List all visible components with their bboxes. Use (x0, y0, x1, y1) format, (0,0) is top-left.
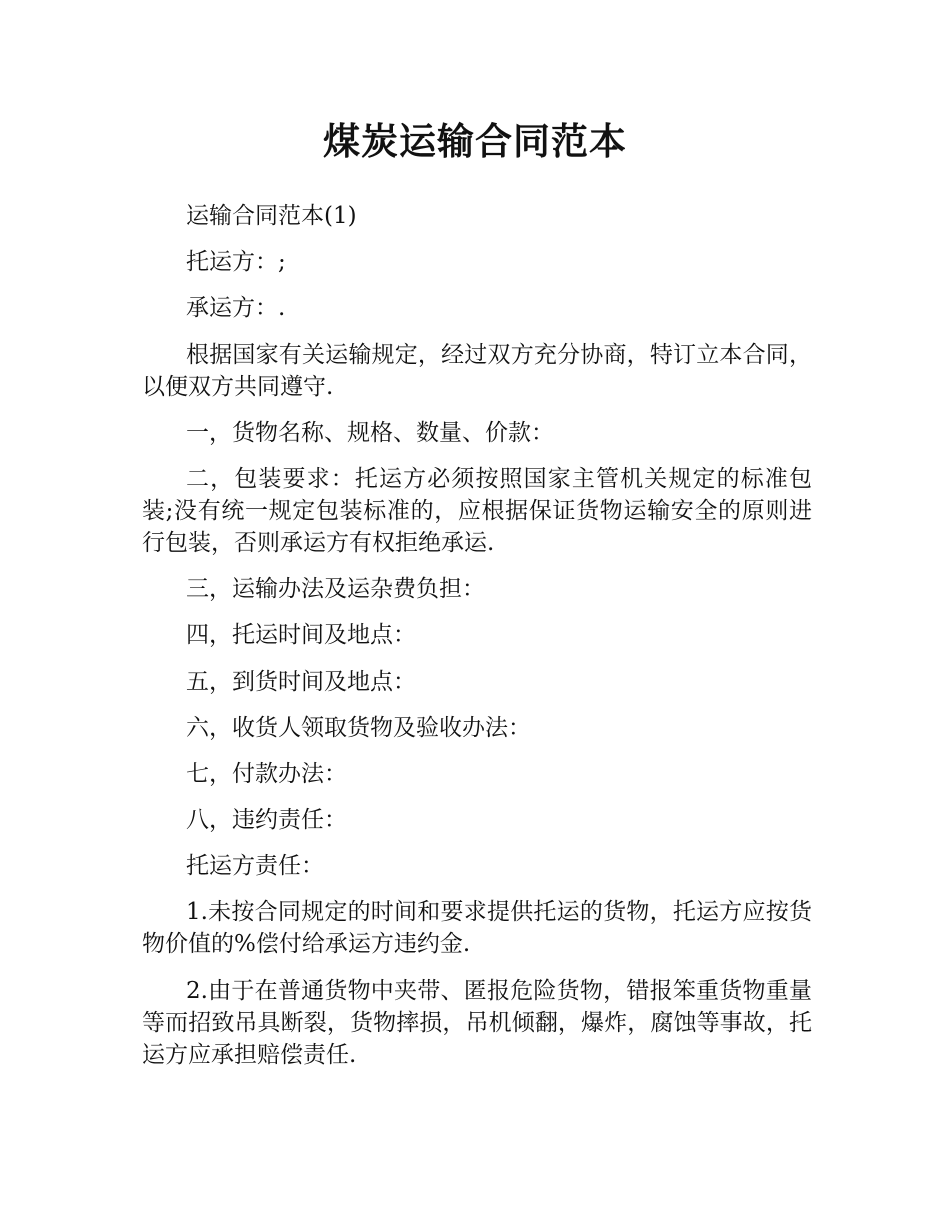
paragraph-clause-7: 七，付款办法： (186, 760, 347, 787)
paragraph-shipper-liability: 托运方责任： (186, 853, 324, 880)
paragraph-heading-template: 运输合同范本(1) (186, 203, 357, 229)
paragraph-carrier: 承运方：. (186, 295, 286, 322)
paragraph-preamble: 根据国家有关运输规定，经过双方充分协商，特订立本合同，以便双方共同遵守. (142, 341, 812, 400)
paragraph-clause-6: 六，收货人领取货物及验收办法： (186, 714, 531, 741)
paragraph-liability-item-2: 2.由于在普通货物中夹带、匿报危险货物，错报笨重货物重量等而招致吊具断裂，货物摔损，吊机倾翻，爆炸，腐蚀等事故，托运方应承担赔偿责任. (142, 977, 812, 1068)
paragraph-clause-4: 四，托运时间及地点： (186, 622, 416, 649)
paragraph-clause-3: 三，运输办法及运杂费负担： (186, 576, 485, 603)
document-body (142, 200, 812, 1085)
paragraph-clause-2: 二，包装要求：托运方必须按照国家主管机关规定的标准包装;没有统一规定包装标准的，应根据保证货物运输安全的原则进行包装，否则承运方有权拒绝承运. (142, 465, 812, 556)
paragraph-clause-1: 一，货物名称、规格、数量、价款： (186, 419, 554, 446)
paragraph-shipper: 托运方：; (186, 249, 286, 276)
paragraph-clause-5: 五，到货时间及地点： (186, 668, 416, 695)
paragraph-clause-8: 八，违约责任： (186, 807, 347, 834)
paragraph-liability-item-1: 1.未按合同规定的时间和要求提供托运的货物，托运方应按货物价值的%偿付给承运方违约金. (142, 899, 812, 958)
document-title: 煤炭运输合同范本 (323, 120, 627, 163)
